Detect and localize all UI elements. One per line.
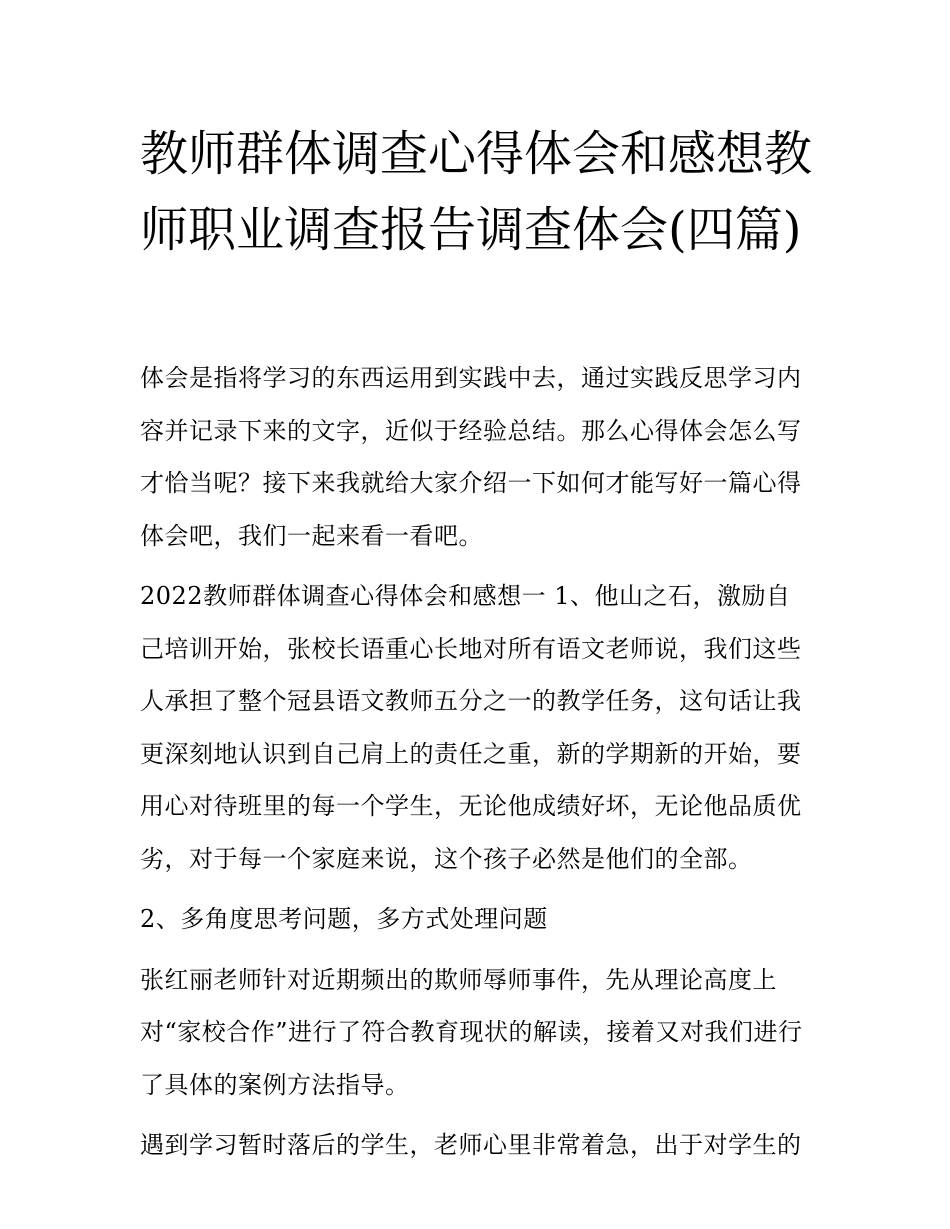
paragraph-intro: 体会是指将学习的东西运用到实践中去，通过实践反思学习内容并记录下来的文字，近似于经验总结。那么心得体会怎么写才恰当呢？接下来我就给大家介绍一下如何才能写好一篇心得体会吧，我们一起来看一看吧。 bbox=[140, 364, 802, 550]
paragraph-section-2: 张红丽老师针对近期频出的欺师辱师事件，先从理论高度上对“家校合作”进行了符合教育现状的解读，接着又对我们进行了具体的案例方法指导。 bbox=[140, 965, 803, 1099]
document-body bbox=[140, 352, 812, 1172]
paragraph-section-1: 2022教师群体调查心得体会和感想一 1、他山之石，激励自己培训开始，张校长语重心长地对所有语文老师说，我们这些人承担了整个冠县语文教师五分之一的教学任务，这句话让我更深刻地认识到自己肩上的责任之重，新的学期新的开始，要用心对待班里的每一个学生，无论他成绩好坏，无论他品质优劣，对于每一个家庭来说，这个孩子必然是他们的全部。 bbox=[140, 582, 802, 873]
paragraph-heading-2: 2、多角度思考问题，多方式处理问题 bbox=[140, 905, 548, 933]
paragraph-section-3: 遇到学习暂时落后的学生，老师心里非常着急，出于对学生的 bbox=[140, 1131, 802, 1159]
document-title: 教师群体调查心得体会和感想教师职业调查报告调查体会(四篇) bbox=[140, 126, 813, 258]
